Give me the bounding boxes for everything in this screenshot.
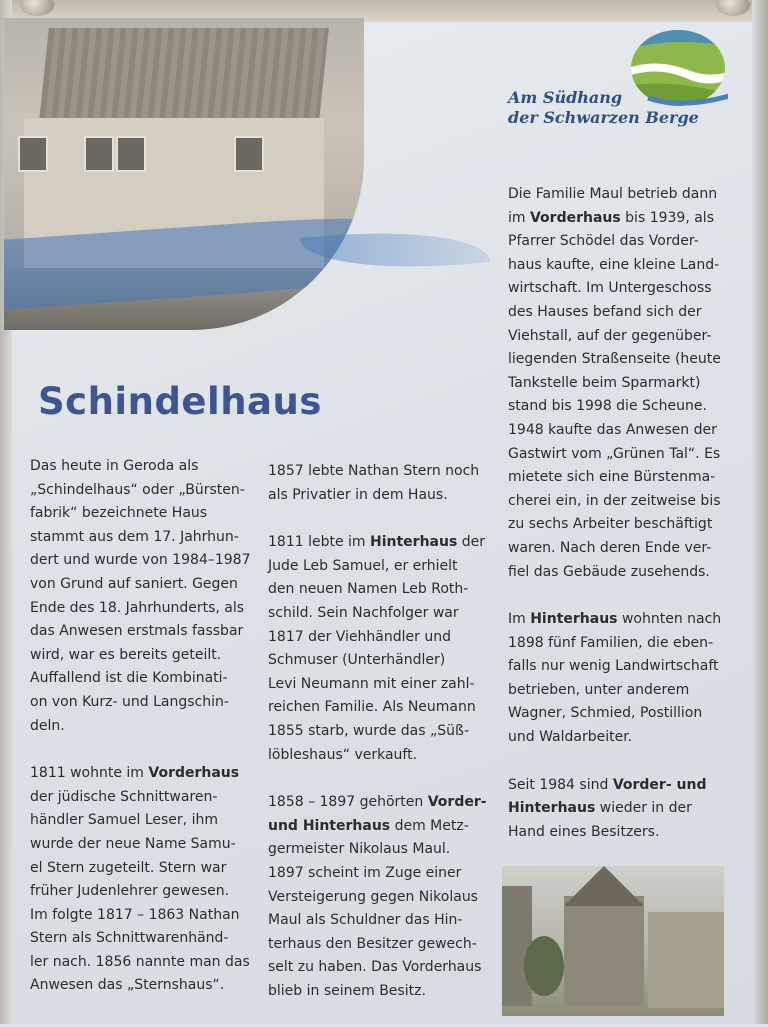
text-line: el Stern zugeteilt. Stern war — [30, 859, 227, 876]
paragraph — [268, 531, 498, 767]
text-line: wurde der neue Name Samu- — [30, 835, 236, 852]
text-line: Gastwirt vom „Grünen Tal“. Es — [508, 445, 721, 462]
photo-house — [648, 912, 724, 1008]
text-line: terhaus den Besitzer gewech- — [268, 935, 477, 952]
emphasis: Hinterhaus — [370, 534, 458, 551]
tagline-line: der Schwarzen Berge — [508, 108, 699, 127]
tagline-line: Am Südhang — [508, 88, 623, 107]
text-line: Hand eines Besitzers. — [508, 823, 660, 840]
paragraph — [508, 183, 743, 584]
village-street-photo — [502, 866, 724, 1016]
text-line: Maul als Schuldner das Hin- — [268, 912, 463, 929]
text-line: Versteigerung gegen Nikolaus — [268, 888, 478, 905]
paragraph — [268, 460, 498, 507]
text-line: 1811 wohnte im Vorderhaus — [30, 765, 240, 782]
text-line: schild. Sein Nachfolger war — [268, 604, 459, 621]
text-line: das Anwesen erstmals fassbar — [30, 623, 244, 640]
text-line: „Schindelhaus“ oder „Bürsten- — [30, 481, 245, 498]
text-line: des Hauses befand sich der — [508, 303, 702, 320]
text-line: reichen Familie. Als Neumann — [268, 699, 476, 716]
text-line: 1858 – 1897 gehörten Vorder- — [268, 794, 487, 811]
emphasis: Vorder- — [427, 794, 487, 811]
emphasis: und Hinterhaus — [268, 817, 391, 834]
text-line: germeister Nikolaus Maul. — [268, 841, 451, 858]
text-line: deln. — [30, 717, 65, 734]
paragraph — [30, 455, 260, 738]
text-line: Tankstelle beim Sparmarkt) — [508, 374, 701, 391]
text-line: zu sechs Arbeiter beschäftigt — [508, 516, 713, 533]
text-line: von Grund auf saniert. Gegen — [30, 575, 238, 592]
photo-window — [18, 136, 48, 172]
text-line: der jüdische Schnittwaren- — [30, 788, 218, 805]
text-line: 1897 scheint im Zuge einer — [268, 864, 462, 881]
text-line: früher Judenlehrer gewesen. — [30, 883, 230, 900]
photo-gable — [564, 866, 644, 906]
photo-house — [564, 896, 644, 1006]
text-line: 1811 lebte im Hinterhaus der — [268, 534, 486, 551]
text-line: wirtschaft. Im Untergeschoss — [508, 280, 712, 297]
text-line: stand bis 1998 die Scheune. — [508, 398, 707, 415]
board-frame-right — [752, 0, 768, 1024]
page-title: Schindelhaus — [38, 380, 322, 423]
text-line: ler nach. 1856 nannte man das — [30, 953, 250, 970]
emphasis: Vorder- und — [612, 776, 707, 793]
emphasis: Vorderhaus — [148, 765, 240, 782]
text-line: und Waldarbeiter. — [508, 729, 633, 746]
paragraph — [30, 762, 260, 998]
text-line: Pfarrer Schödel das Vorder- — [508, 233, 699, 250]
text-line: waren. Nach deren Ende ver- — [508, 539, 712, 556]
text-line: Levi Neumann mit einer zahl- — [268, 675, 475, 692]
text-column-2 — [268, 460, 498, 1027]
paragraph — [508, 608, 743, 750]
emphasis: Hinterhaus — [508, 800, 596, 817]
text-line: fiel das Gebäude zusehends. — [508, 563, 710, 580]
text-line: dert und wurde von 1984–1987 — [30, 552, 251, 569]
photo-window — [84, 136, 114, 172]
historic-house-photo — [4, 18, 364, 330]
text-line: fabrik“ bezeichnete Haus — [30, 505, 208, 522]
text-line: Anwesen das „Sternshaus“. — [30, 977, 225, 994]
text-line: Ende des 18. Jahrhunderts, als — [30, 599, 245, 616]
text-line: falls nur wenig Landwirtschaft — [508, 658, 719, 675]
text-line: händler Samuel Leser, ihm — [30, 812, 218, 829]
text-line: und Hinterhaus dem Metz- — [268, 817, 469, 834]
text-line: betrieben, unter anderem — [508, 681, 690, 698]
text-line: 1857 lebte Nathan Stern noch — [268, 463, 480, 479]
photo-window — [234, 136, 264, 172]
paragraph — [508, 774, 743, 845]
text-line: blieb in seinem Besitz. — [268, 982, 426, 999]
text-line: Im folgte 1817 – 1863 Nathan — [30, 906, 240, 923]
text-line: Das heute in Geroda als — [30, 458, 199, 474]
text-line: liegenden Straßenseite (heute — [508, 351, 721, 368]
text-line: Die Familie Maul betrieb dann — [508, 186, 718, 202]
photo-window — [116, 136, 146, 172]
text-line: 1948 kaufte das Anwesen der — [508, 421, 717, 438]
text-line: als Privatier in dem Haus. — [268, 486, 448, 503]
text-line: Viehstall, auf der gegenüber- — [508, 327, 712, 344]
photo-tree — [524, 936, 564, 996]
text-line: Schmuser (Unterhändler) — [268, 652, 446, 669]
text-column-1 — [30, 455, 260, 1022]
text-line: wird, war es bereits geteilt. — [30, 646, 222, 663]
paragraph — [268, 791, 498, 1003]
text-line: Seit 1984 sind Vorder- und — [508, 776, 707, 793]
text-line: Auffallend ist die Kombinati- — [30, 670, 228, 687]
text-line: im Vorderhaus bis 1939, als — [508, 209, 714, 226]
text-line: den neuen Namen Leb Roth- — [268, 581, 469, 598]
text-column-3 — [508, 183, 743, 868]
photo-house — [502, 886, 532, 1006]
text-line: 1855 starb, wurde das „Süß- — [268, 722, 470, 739]
text-line: stammt aus dem 17. Jahrhun- — [30, 528, 239, 545]
text-line: haus kaufte, eine kleine Land- — [508, 256, 720, 273]
text-line: cherei ein, in der zeitweise bis — [508, 492, 721, 509]
text-line: on von Kurz- und Langschin- — [30, 693, 229, 710]
tagline — [508, 88, 748, 128]
text-line: mietete sich eine Bürstenma- — [508, 469, 716, 486]
text-line: selt zu haben. Das Vorderhaus — [268, 959, 482, 976]
text-line: Im Hinterhaus wohnten nach — [508, 611, 722, 628]
emphasis: Hinterhaus — [530, 611, 618, 628]
photo-roof — [39, 28, 329, 120]
text-line: 1817 der Viehhändler und — [268, 628, 451, 645]
text-line: Hinterhaus wieder in der — [508, 800, 692, 817]
text-line: 1898 fünf Familien, die eben- — [508, 634, 714, 651]
text-line: Jude Leb Samuel, er erhielt — [268, 557, 458, 574]
text-line: löbleshaus“ verkauft. — [268, 746, 418, 763]
emphasis: Vorderhaus — [529, 209, 621, 226]
text-line: Stern als Schnittwarenhänd- — [30, 930, 229, 947]
text-line: Wagner, Schmied, Postillion — [508, 705, 703, 722]
